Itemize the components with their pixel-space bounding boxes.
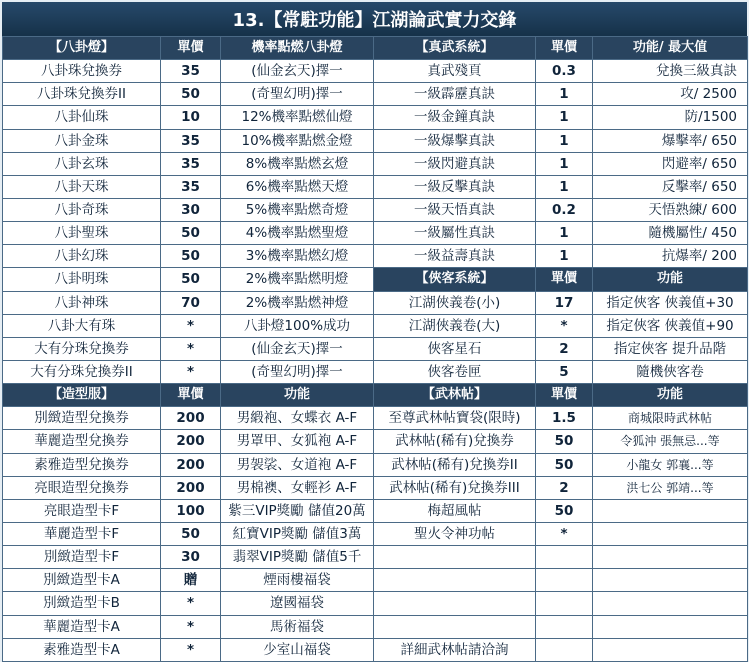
table-cell: 抗爆率/ 200	[593, 245, 748, 268]
table-cell: 8%機率點燃玄燈	[221, 152, 374, 175]
table-row	[3, 592, 748, 615]
table-cell: 八卦幻珠	[3, 245, 161, 268]
table-row	[3, 175, 748, 198]
table-cell: 【造型服】	[3, 384, 161, 407]
table-cell: 八卦珠兌換券	[3, 60, 161, 83]
table-cell: 大有分珠兌換券II	[3, 360, 161, 383]
table-cell: 紅寶VIP獎勵 儲值3萬	[221, 522, 374, 545]
table-cell: 12%機率點燃仙燈	[221, 106, 374, 129]
table-row	[3, 291, 748, 314]
table-cell: 別緻造型卡B	[3, 592, 161, 615]
table-cell: 30	[161, 546, 221, 569]
table-cell: 一級屬性真訣	[374, 222, 536, 245]
table-row	[3, 129, 748, 152]
table-cell: 八卦天珠	[3, 175, 161, 198]
table-cell: *	[161, 337, 221, 360]
table-cell: 男袈裟、女道袍 A-F	[221, 453, 374, 476]
table-row	[3, 152, 748, 175]
table-cell: 武林帖(稀有)兌換券	[374, 430, 536, 453]
table-cell: 爆擊率/ 650	[593, 129, 748, 152]
table-cell: 贈	[161, 569, 221, 592]
table-row	[3, 83, 748, 106]
table-cell: (仙金玄天)擇一	[221, 337, 374, 360]
table-cell: 武林帖(稀有)兌換券III	[374, 476, 536, 499]
table-row	[3, 37, 748, 60]
table-cell: 少室山福袋	[221, 638, 374, 661]
table-cell: 一級爆擊真訣	[374, 129, 536, 152]
table-cell: 商城限時武林帖	[593, 407, 748, 430]
table-cell	[536, 546, 593, 569]
table-cell: 1	[536, 245, 593, 268]
table-cell: 詳細武林帖請洽詢	[374, 638, 536, 661]
table-cell: 1	[536, 175, 593, 198]
table-cell: 大有分珠兌換券	[3, 337, 161, 360]
table-cell: 4%機率點燃聖燈	[221, 222, 374, 245]
table-cell: 八卦明珠	[3, 268, 161, 291]
table-cell	[593, 499, 748, 522]
table-cell: (仙金玄天)擇一	[221, 60, 374, 83]
table-cell: 華麗造型卡F	[3, 522, 161, 545]
table-cell	[593, 592, 748, 615]
table-cell: 梅超風帖	[374, 499, 536, 522]
table-cell: 煙雨樓福袋	[221, 569, 374, 592]
table-cell: 200	[161, 407, 221, 430]
price-table-body	[3, 37, 748, 662]
table-cell: 35	[161, 60, 221, 83]
table-cell: 江湖俠義卷(小)	[374, 291, 536, 314]
table-cell: 指定俠客 提升品階	[593, 337, 748, 360]
table-cell: 八卦燈100%成功	[221, 314, 374, 337]
table-cell: 指定俠客 俠義值+90	[593, 314, 748, 337]
table-row	[3, 499, 748, 522]
table-cell: 10%機率點燃金燈	[221, 129, 374, 152]
table-cell	[593, 522, 748, 545]
table-cell: 功能	[593, 268, 748, 291]
table-row	[3, 337, 748, 360]
table-cell	[374, 569, 536, 592]
table-cell: 洪七公 郭靖...等	[593, 476, 748, 499]
table-cell: 武林帖(稀有)兌換券II	[374, 453, 536, 476]
table-cell: 1.5	[536, 407, 593, 430]
table-row	[3, 453, 748, 476]
table-cell: 50	[161, 245, 221, 268]
table-cell: 單價	[161, 37, 221, 60]
table-cell: *	[536, 314, 593, 337]
table-cell: 3%機率點燃幻燈	[221, 245, 374, 268]
table-cell: 八卦珠兌換券II	[3, 83, 161, 106]
table-row	[3, 268, 748, 291]
table-cell: 功能	[221, 384, 374, 407]
table-cell: *	[536, 522, 593, 545]
table-cell: 兌換三級真訣	[593, 60, 748, 83]
table-row	[3, 60, 748, 83]
table-cell: 亮眼造型兌換券	[3, 476, 161, 499]
table-cell: 遼國福袋	[221, 592, 374, 615]
table-cell: 八卦金珠	[3, 129, 161, 152]
table-cell: 50	[161, 83, 221, 106]
table-row	[3, 222, 748, 245]
table-cell: 單價	[161, 384, 221, 407]
table-cell	[536, 569, 593, 592]
table-cell: 華麗造型卡A	[3, 615, 161, 638]
table-cell	[593, 569, 748, 592]
table-cell: 1	[536, 152, 593, 175]
table-cell: 【八卦燈】	[3, 37, 161, 60]
table-cell: 50	[161, 522, 221, 545]
table-cell: 35	[161, 129, 221, 152]
table-cell: 機率點燃八卦燈	[221, 37, 374, 60]
table-cell: 攻/ 2500	[593, 83, 748, 106]
table-cell	[374, 592, 536, 615]
table-cell: 2%機率點燃神燈	[221, 291, 374, 314]
table-cell: 35	[161, 175, 221, 198]
table-cell: 閃避率/ 650	[593, 152, 748, 175]
table-cell: *	[161, 592, 221, 615]
table-cell: 俠客卷匣	[374, 360, 536, 383]
table-cell: 50	[536, 499, 593, 522]
table-cell: *	[161, 360, 221, 383]
table-cell: 紫三VIP獎勵 儲值20萬	[221, 499, 374, 522]
table-cell: 一級閃避真訣	[374, 152, 536, 175]
table-row	[3, 407, 748, 430]
table-cell: 單價	[536, 268, 593, 291]
table-cell: 50	[161, 268, 221, 291]
table-cell: 10	[161, 106, 221, 129]
table-cell: 1	[536, 83, 593, 106]
table-cell: 小龍女 郭襄...等	[593, 453, 748, 476]
table-cell: 反擊率/ 650	[593, 175, 748, 198]
table-cell	[374, 546, 536, 569]
table-cell: 單價	[536, 37, 593, 60]
table-cell: 天悟熟練/ 600	[593, 198, 748, 221]
table-cell: 指定俠客 俠義值+30	[593, 291, 748, 314]
table-cell: 別緻造型卡A	[3, 569, 161, 592]
table-cell	[536, 615, 593, 638]
table-cell: 0.3	[536, 60, 593, 83]
table-cell: 2	[536, 476, 593, 499]
table-cell: 70	[161, 291, 221, 314]
table-cell	[593, 638, 748, 661]
table-row	[3, 546, 748, 569]
table-cell: 單價	[536, 384, 593, 407]
price-table	[2, 36, 748, 662]
table-cell: 八卦玄珠	[3, 152, 161, 175]
table-cell: 隨機俠客卷	[593, 360, 748, 383]
table-cell: 一級霹靂真訣	[374, 83, 536, 106]
table-cell: 5%機率點燃奇燈	[221, 198, 374, 221]
table-cell	[374, 615, 536, 638]
table-cell: 一級反擊真訣	[374, 175, 536, 198]
table-cell: 2%機率點燃明燈	[221, 268, 374, 291]
table-cell: 【俠客系統】	[374, 268, 536, 291]
table-cell: 八卦大有珠	[3, 314, 161, 337]
sheet-title: 13.【常駐功能】江湖論武實力交鋒	[2, 2, 747, 35]
table-row	[3, 314, 748, 337]
table-cell: 別緻造型卡F	[3, 546, 161, 569]
table-cell: 6%機率點燃天燈	[221, 175, 374, 198]
table-cell: 功能/ 最大值	[593, 37, 748, 60]
price-sheet	[2, 2, 747, 660]
table-cell: *	[161, 638, 221, 661]
table-cell: 八卦仙珠	[3, 106, 161, 129]
table-row	[3, 245, 748, 268]
table-cell: 50	[536, 453, 593, 476]
table-cell: 素雅造型卡A	[3, 638, 161, 661]
table-cell: 男棉襖、女輕衫 A-F	[221, 476, 374, 499]
table-cell: 17	[536, 291, 593, 314]
table-row	[3, 569, 748, 592]
table-row	[3, 638, 748, 661]
table-row	[3, 522, 748, 545]
table-cell: 至尊武林帖寶袋(限時)	[374, 407, 536, 430]
table-cell: 50	[536, 430, 593, 453]
table-cell: 200	[161, 453, 221, 476]
table-cell: 八卦聖珠	[3, 222, 161, 245]
table-cell: 0.2	[536, 198, 593, 221]
table-cell	[536, 592, 593, 615]
table-cell: 2	[536, 337, 593, 360]
table-row	[3, 476, 748, 499]
table-cell: 1	[536, 222, 593, 245]
table-cell: 馬術福袋	[221, 615, 374, 638]
table-cell: 【武林帖】	[374, 384, 536, 407]
table-cell: 男緞袍、女蝶衣 A-F	[221, 407, 374, 430]
table-cell: 江湖俠義卷(大)	[374, 314, 536, 337]
table-cell: 200	[161, 476, 221, 499]
table-row	[3, 384, 748, 407]
table-row	[3, 430, 748, 453]
table-cell: 35	[161, 152, 221, 175]
table-row	[3, 615, 748, 638]
table-cell: 【真武系統】	[374, 37, 536, 60]
table-cell: (奇聖幻明)擇一	[221, 360, 374, 383]
table-cell	[593, 546, 748, 569]
table-cell: 男罩甲、女狐袍 A-F	[221, 430, 374, 453]
table-cell	[536, 638, 593, 661]
table-cell: 1	[536, 106, 593, 129]
table-cell: 100	[161, 499, 221, 522]
table-cell: 50	[161, 222, 221, 245]
table-cell: 200	[161, 430, 221, 453]
table-cell: 華麗造型兌換券	[3, 430, 161, 453]
table-cell: 一級益壽真訣	[374, 245, 536, 268]
table-cell: (奇聖幻明)擇一	[221, 83, 374, 106]
table-cell: 真武殘頁	[374, 60, 536, 83]
table-cell: 1	[536, 129, 593, 152]
table-cell: *	[161, 615, 221, 638]
table-cell: 令狐沖 張無忌...等	[593, 430, 748, 453]
table-cell: 功能	[593, 384, 748, 407]
table-cell: 聖火令神功帖	[374, 522, 536, 545]
table-cell: 一級天悟真訣	[374, 198, 536, 221]
table-cell: 亮眼造型卡F	[3, 499, 161, 522]
table-row	[3, 106, 748, 129]
table-cell: 防/1500	[593, 106, 748, 129]
table-cell: 素雅造型兌換券	[3, 453, 161, 476]
table-cell: 翡翠VIP獎勵 儲值5千	[221, 546, 374, 569]
table-row	[3, 198, 748, 221]
table-cell	[593, 615, 748, 638]
table-cell: 隨機屬性/ 450	[593, 222, 748, 245]
table-cell: 一級金鐘真訣	[374, 106, 536, 129]
table-cell: 5	[536, 360, 593, 383]
table-cell: *	[161, 314, 221, 337]
table-row	[3, 360, 748, 383]
table-cell: 俠客星石	[374, 337, 536, 360]
table-cell: 八卦奇珠	[3, 198, 161, 221]
table-cell: 八卦神珠	[3, 291, 161, 314]
table-cell: 30	[161, 198, 221, 221]
table-cell: 別緻造型兌換券	[3, 407, 161, 430]
